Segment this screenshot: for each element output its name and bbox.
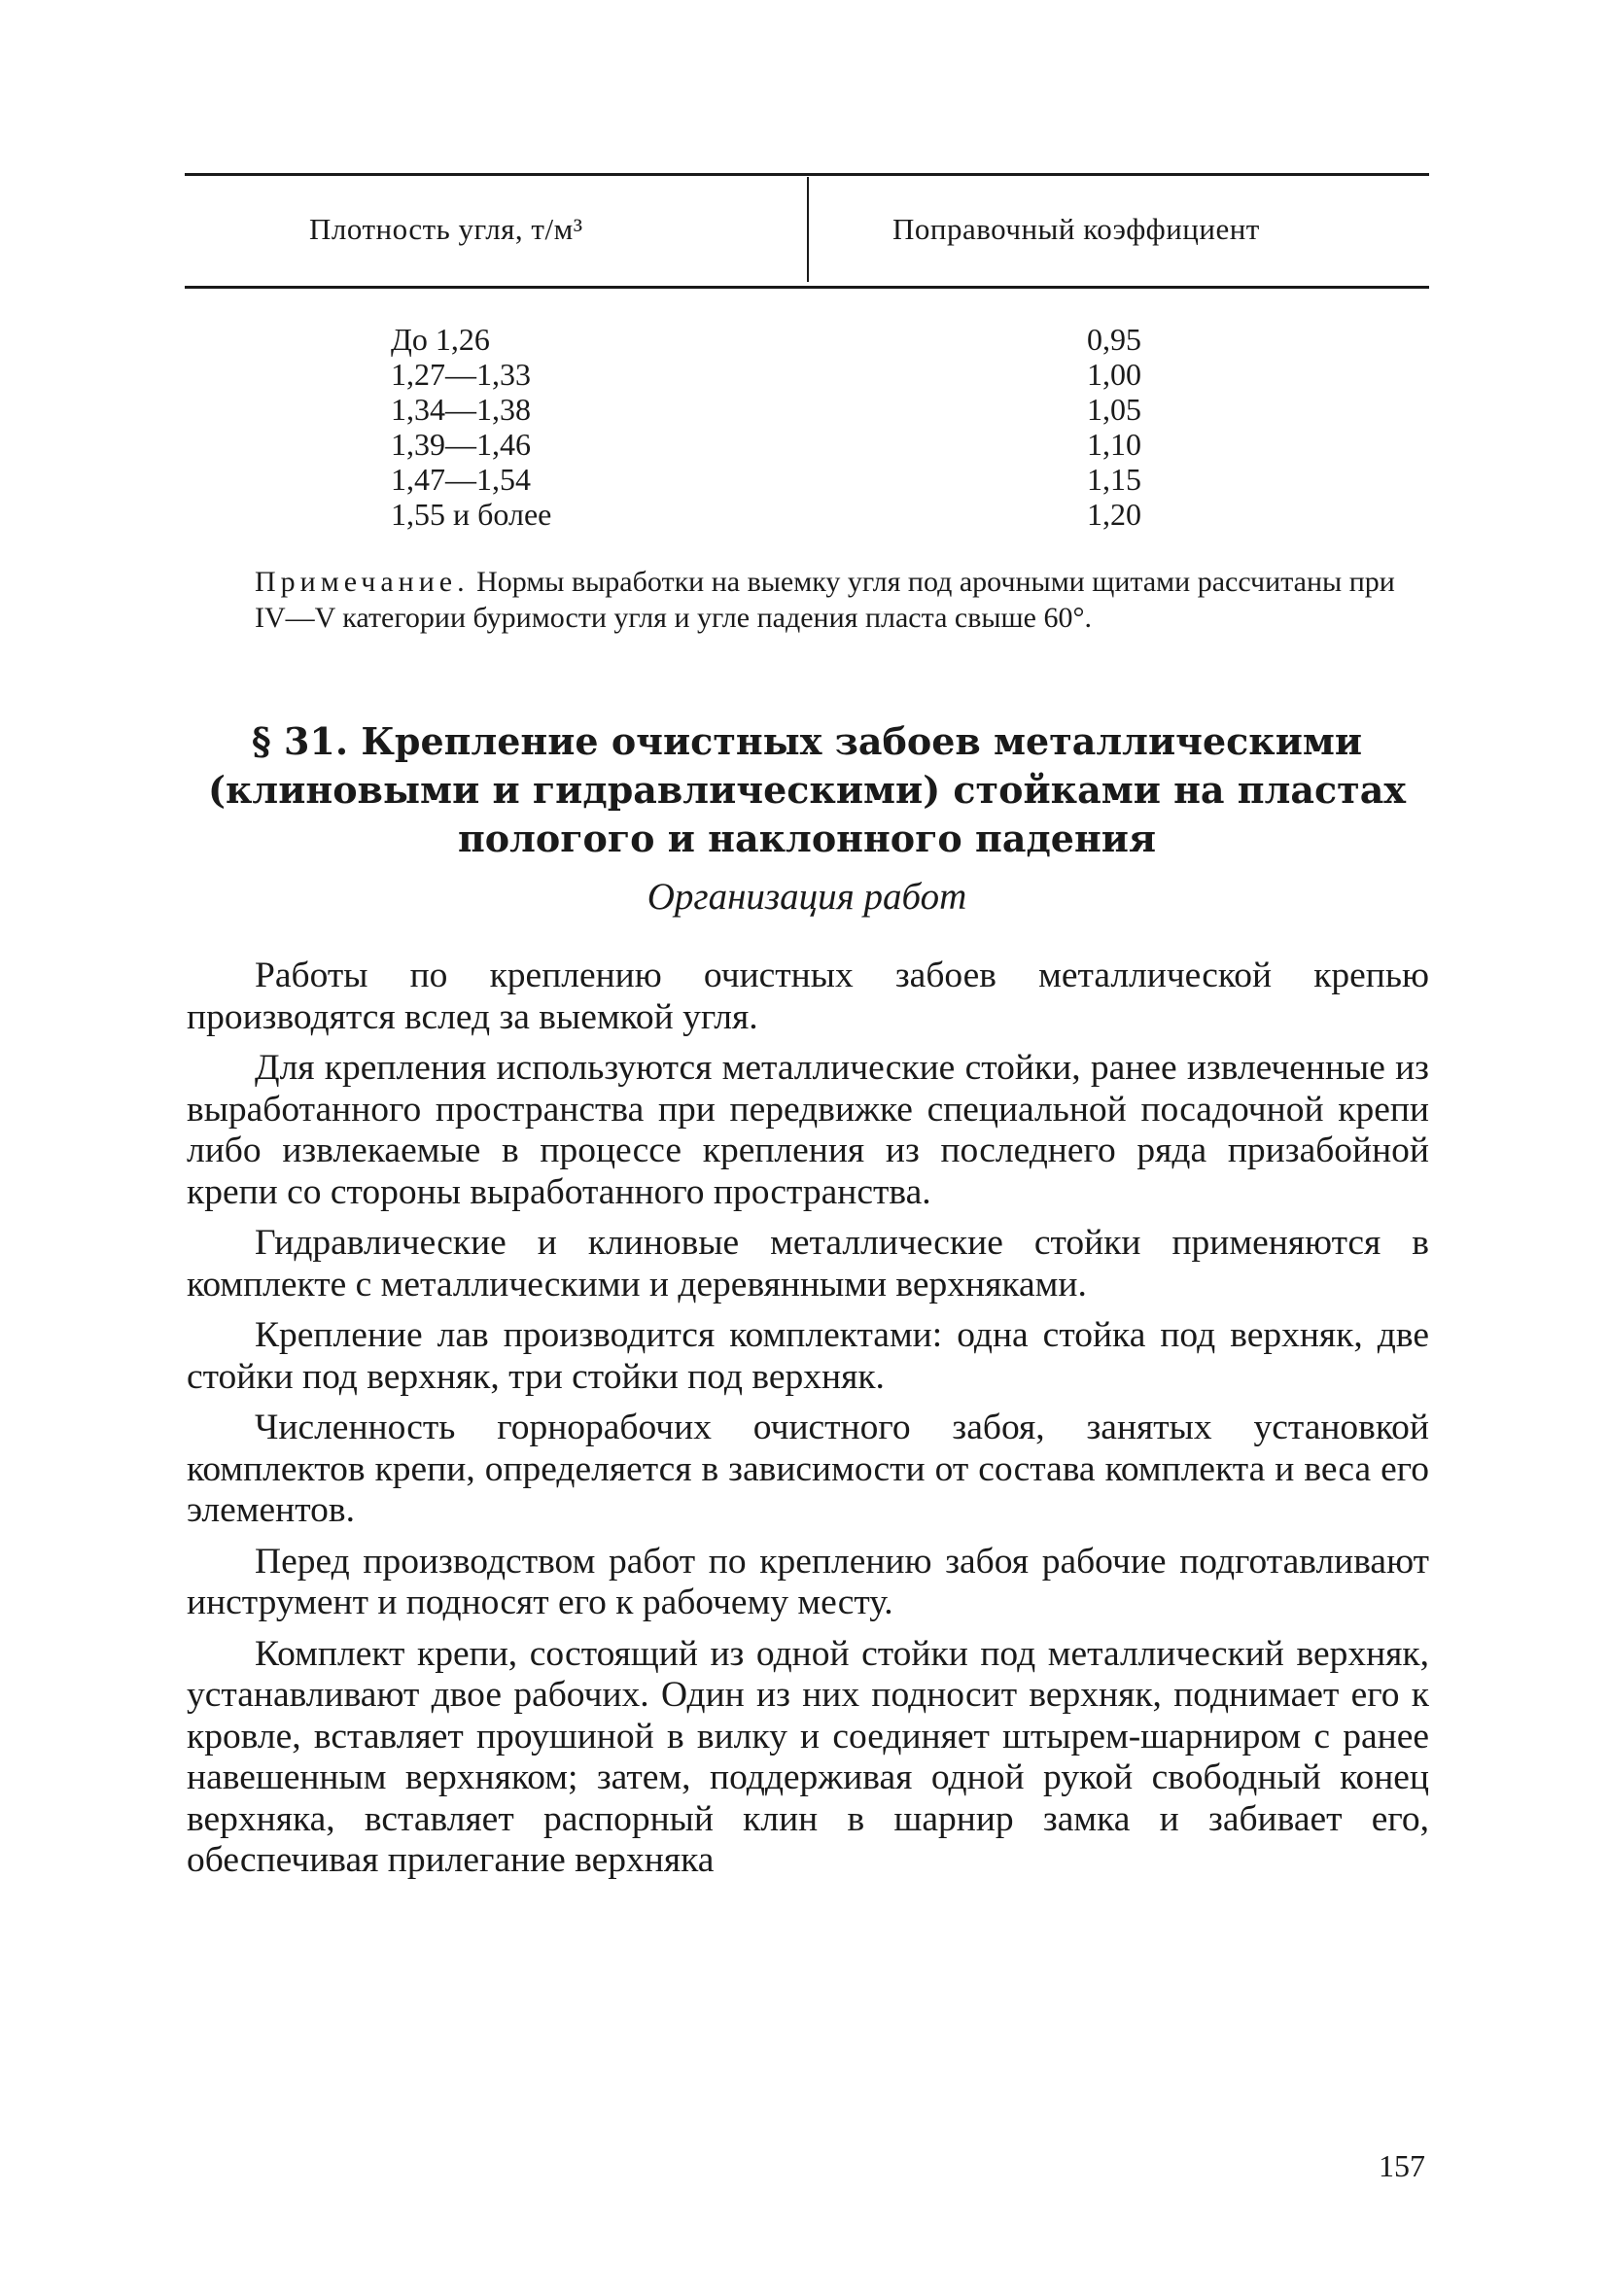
note-text: Нормы выработки на выемку угля под арочными щитами рассчитаны при IV—V категории буримости угля и угле падения пласта свыше 60°. (255, 566, 1395, 634)
density-cell: 1,55 и более (391, 497, 552, 532)
note-label: Примечание. (255, 566, 470, 598)
header-density: Плотность угля, т/м³ (309, 212, 583, 246)
density-cell: 1,34—1,38 (391, 392, 531, 427)
density-cell: 1,39—1,46 (391, 427, 531, 462)
coefficient-cell: 0,95 (1087, 322, 1141, 357)
heading-line-2: (клиновыми и гидравлическими) стойками на пластах (208, 768, 1406, 812)
density-cell: 1,27—1,33 (391, 357, 531, 392)
section-heading (185, 717, 1429, 863)
body-text (187, 956, 1429, 1892)
table-row (185, 497, 1429, 532)
table-body (185, 322, 1429, 532)
table-row (185, 427, 1429, 462)
table-row (185, 392, 1429, 427)
paragraph: Гидравлические и клиновые металлические стойки применяются в комплекте с металлическими и деревянными верхняками. (187, 1223, 1429, 1305)
paragraph: Работы по креплению очистных забоев металлической крепью производятся вслед за выемкой угля. (187, 956, 1429, 1037)
page-number: 157 (1379, 2148, 1425, 2183)
heading-line-3: пологого и наклонного падения (457, 817, 1157, 860)
header-coefficient: Поправочный коэффициент (892, 212, 1260, 246)
subheading: Организация работ (647, 876, 967, 918)
table-note (255, 564, 1431, 636)
paragraph: Для крепления используются металлические стойки, ранее извлеченные из выработанного пространства при передвижке специальной посадочной крепи либо извлекаемые в процессе крепления из последнего ряда призабойной крепи со стороны выработанного пространства. (187, 1048, 1429, 1212)
coefficient-cell: 1,05 (1087, 392, 1141, 427)
table-row (185, 322, 1429, 357)
paragraph: Крепление лав производится комплектами: одна стойка под верхняк, две стойки под верхняк, три стойки под верхняк. (187, 1315, 1429, 1397)
heading-line-1: § 31. Крепление очистных забоев металлическими (251, 719, 1363, 763)
coefficient-cell: 1,10 (1087, 427, 1141, 462)
coefficient-cell: 1,00 (1087, 357, 1141, 392)
coefficient-cell: 1,15 (1087, 462, 1141, 497)
table-row (185, 462, 1429, 497)
density-cell: До 1,26 (391, 322, 490, 357)
paragraph: Комплект крепи, состоящий из одной стойки под металлический верхняк, устанавливают двое рабочих. Один из них подносит верхняк, поднимает его к кровле, вставляет проушиной в вилку и соединяет штырем-шарниром с ранее навешенным верхняком; затем, поддерживая одной рукой свободный конец верхняка, вставляет распорный клин в шарнир замка и забивает его, обеспечивая прилегание верхняка (187, 1633, 1429, 1880)
table-header-rule (185, 286, 1429, 289)
coefficient-cell: 1,20 (1087, 497, 1141, 532)
table-column-divider (807, 177, 809, 282)
table-top-rule (185, 173, 1429, 176)
paragraph: Численность горнорабочих очистного забоя, занятых установкой комплектов крепи, определяется в зависимости от состава комплекта и веса его элементов. (187, 1408, 1429, 1530)
table-row (185, 357, 1429, 392)
density-cell: 1,47—1,54 (391, 462, 531, 497)
paragraph: Перед производством работ по креплению забоя рабочие подготавливают инструмент и подносят его к рабочему месту. (187, 1541, 1429, 1622)
